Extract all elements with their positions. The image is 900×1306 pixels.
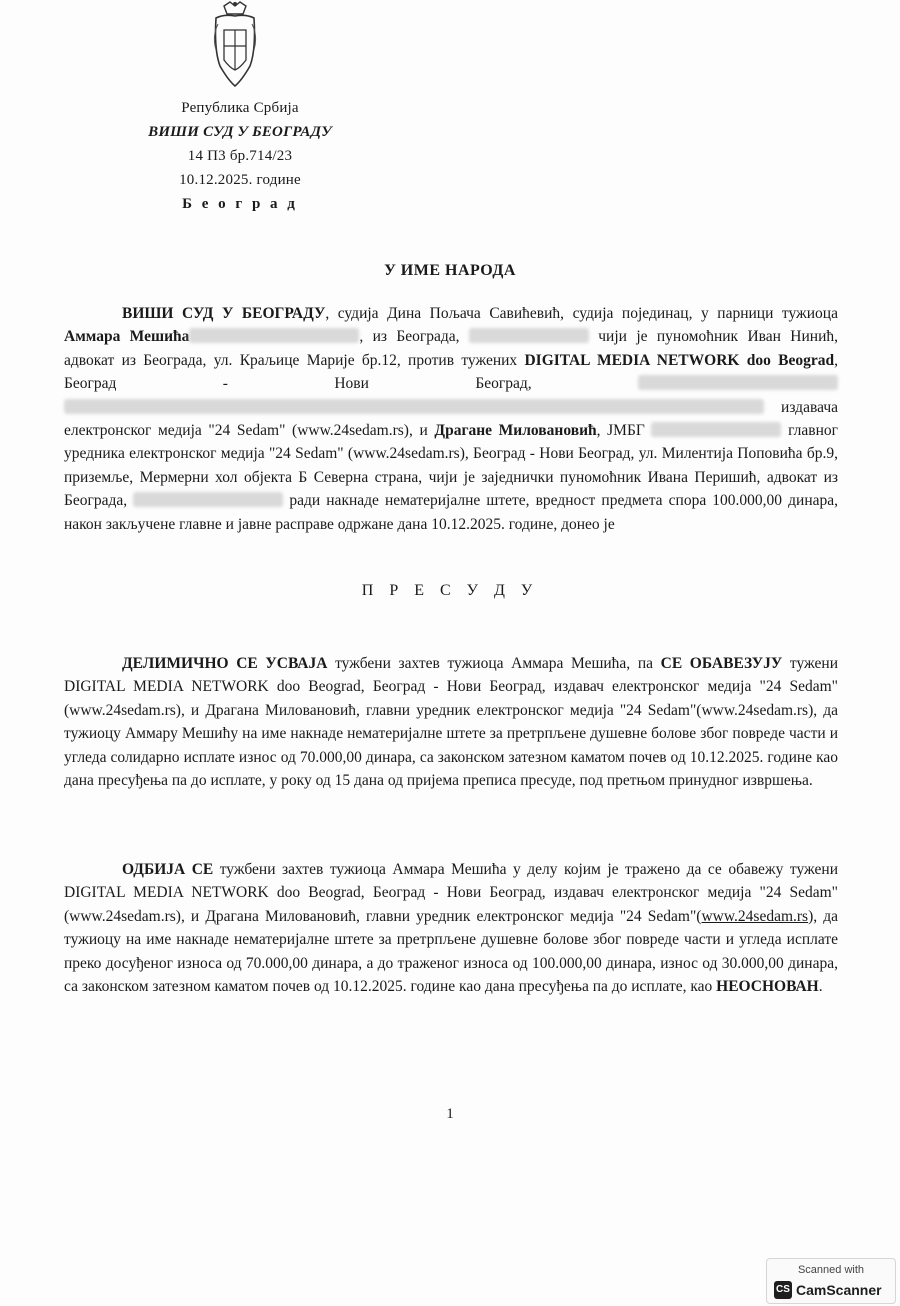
ruling-two-text: ), да тужиоцу на име накнаде нематеријалне штете за претрпљене душевне болове због повреде части и угледа исплате преко досуђеног износа од 70.000,00 динара, а до траженог износа од 100.000,00 динара, износ од 30.000,00 динара, са законском затезном каматом почев од 10.12.2025. године као дана пресуђења па до исплате, као bbox=[64, 907, 839, 996]
camscanner-logo-icon: CS bbox=[774, 1281, 792, 1299]
camscanner-watermark bbox=[766, 1258, 896, 1304]
plaintiff-name: Аммара Мешића bbox=[64, 328, 190, 346]
redacted-block bbox=[189, 328, 359, 343]
ruling-two-end: НЕОСНОВАН bbox=[716, 978, 819, 996]
intro-text: главног уредника електронског медија "24 Sedam" (www.24sedam.rs), Београд - Нови Београд, ул. Милентија Поповића бр.9, приземље, Мермерни хол објекта Б Северна страна, чији је заједнички пуномоћник Ивана Перишић, адвокат из Београда, bbox=[64, 422, 839, 510]
ruling-one-text: тужени DIGITAL MEDIA NETWORK doo Beograd, Београд - Нови Београд, издавач електронског медија "24 Sedam"(www.24sedam.rs), и Драгана Миловановић, главни уредник електронског медија "24 Sedam"(www.24sedam.rs), да тужиоцу Аммару Мешићу на име накнаде нематеријалне штете за претрпљене душевне болове због повреде части и угледа солидарно исплате износ од 70.000,00 динара, са законском затезном каматом почев од 10.12.2025. године као дана пресуђења па до исплате, у року од 15 дана од пријема преписа пресуде, под претњом принудног извршења. bbox=[64, 655, 838, 790]
intro-court-name: ВИШИ СУД У БЕОГРАДУ bbox=[122, 305, 326, 322]
country-name: Република Србија bbox=[181, 100, 299, 116]
court-header bbox=[120, 96, 360, 216]
intro-text: издавача електронског медија "24 Sedam" (www.24sedam.rs), и bbox=[64, 398, 838, 440]
city-name: Б е о г р а д bbox=[182, 196, 298, 212]
redacted-block bbox=[638, 375, 838, 390]
intro-text: чији је пуномоћник Иван Нинић, адвокат из Београда, ул. Краљице Марије бр.12, против тужених bbox=[64, 328, 838, 369]
ruling-two-text: . bbox=[818, 978, 823, 996]
watermark-caption: Scanned with bbox=[797, 1264, 865, 1276]
intro-text: ради накнаде нематеријалне штете, вредност предмета спора 100.000,00 динара, након закључене главне и јавне расправе одржане дана 10.12.2025. године, донео је bbox=[64, 492, 838, 533]
court-name: ВИШИ СУД У БЕОГРАДУ bbox=[148, 124, 332, 140]
ruling-rejected bbox=[64, 858, 838, 998]
coat-of-arms-icon bbox=[210, 0, 260, 92]
watermark-brand: CamScanner bbox=[796, 1282, 882, 1298]
verdict-heading: П Р Е С У Д У bbox=[361, 582, 539, 599]
ruling-two-lead: ОДБИЈА СЕ bbox=[122, 861, 214, 878]
website-link: www.24sedam.rs bbox=[701, 907, 809, 925]
intro-text: , из Београда, bbox=[359, 328, 469, 346]
redacted-block bbox=[469, 328, 589, 343]
ruling-one-obligation: СЕ ОБАВЕЗУЈУ bbox=[660, 655, 783, 672]
page-number: 1 bbox=[446, 1106, 454, 1122]
document-date: 10.12.2025. године bbox=[179, 172, 301, 188]
in-the-name-heading: У ИМЕ НАРОДА bbox=[384, 262, 516, 279]
intro-text: , ЈМБГ bbox=[596, 422, 652, 440]
defendant-name: Драгане Миловановић bbox=[434, 422, 597, 440]
intro-text: , Београд - Нови Београд, bbox=[64, 351, 838, 393]
ruling-one-text: тужбени захтев тужиоца Аммара Мешића, па bbox=[327, 655, 661, 672]
intro-text: , судија Дина Пољача Савићевић, судија појединац, у парници тужиоца bbox=[325, 305, 838, 322]
redacted-block bbox=[64, 399, 764, 414]
ruling-two-text: тужбени захтев тужиоца Аммара Мешића у делу којим је тражено да се обавежу тужени DIGITAL MEDIA NETWORK doo Beograd, Београд - Нови Београд, издавач електронског медија "24 Sedam" (www.24sedam.rs), и Драгана Миловановић, главни уредник електронског медија "24 Sedam"( bbox=[64, 861, 838, 925]
redacted-block bbox=[651, 422, 781, 437]
company-name: DIGITAL MEDIA NETWORK doo Beograd bbox=[524, 351, 835, 369]
ruling-one-lead: ДЕЛИМИЧНО СЕ УСВАЈА bbox=[122, 655, 328, 672]
redacted-block bbox=[133, 492, 283, 507]
case-number: 14 П3 бр.714/23 bbox=[187, 148, 293, 164]
ruling-partially-granted bbox=[64, 652, 838, 792]
intro-paragraph bbox=[64, 302, 838, 536]
